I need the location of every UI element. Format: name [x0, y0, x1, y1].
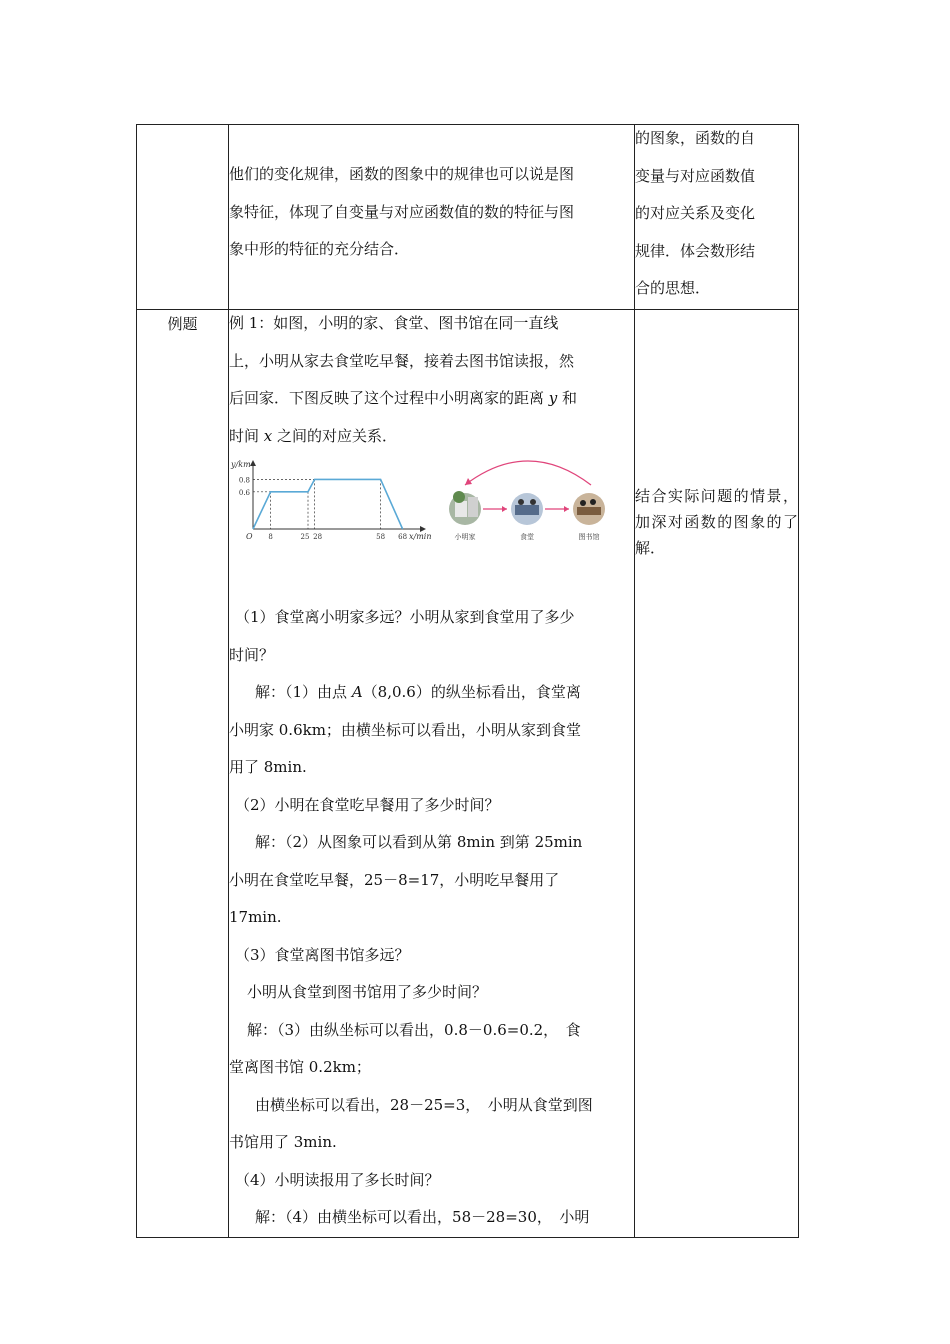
arrow-head-icon [502, 506, 507, 512]
text-line [229, 418, 634, 456]
guide-lines [253, 479, 381, 529]
var-y: y [548, 389, 558, 407]
arrow-head-icon [564, 506, 569, 512]
x-tick-label: 25 [300, 533, 310, 541]
cell-purpose-intro [635, 125, 799, 310]
x-tick-label: 58 [376, 533, 386, 541]
question-1: （1）食堂离小明家多远？小明从家到食堂用了多少 [235, 608, 575, 626]
place-label-library: 图书馆 [578, 533, 600, 541]
distance-time-graph [229, 457, 432, 552]
table-row-intro [137, 125, 799, 310]
canteen-photo-icon [511, 493, 543, 525]
table-row-example [137, 310, 799, 1238]
text-line: 用了 8min. [229, 758, 307, 776]
cell-label-empty [137, 125, 229, 310]
question-3: （3）食堂离图书馆多远？ [235, 945, 410, 964]
text-line: 上，小明从家去食堂吃早餐，接着去图书馆读报，然 [229, 351, 575, 370]
text-seg: 之间的对应关系． [272, 426, 398, 445]
y-axis-label: y/km [231, 460, 251, 469]
text-seg: （8,0.6）的纵坐标看出，食堂离 [362, 683, 581, 701]
x-tick-label: 8 [268, 533, 273, 541]
text-line: 规律．体会数形结 [635, 241, 756, 260]
text-line: 小明从食堂到图书馆用了多少时间？ [247, 983, 488, 1001]
cell-purpose-example [635, 310, 799, 1238]
question-4: （4）小明读报用了多长时间？ [235, 1170, 440, 1189]
text-seg: 时间 [229, 426, 264, 445]
place-label-home: 小明家 [454, 533, 476, 541]
arrow-head-icon [465, 478, 472, 485]
answer-4: 解：（4）由横坐标可以看出，58－28=30， 小明 [255, 1208, 590, 1226]
answer-1 [229, 674, 634, 712]
text-line: 的图象，函数的自 [635, 129, 756, 147]
text-seg: 解：（1）由点 [255, 683, 352, 701]
lesson-table [136, 124, 799, 1238]
row-label: 例题 [167, 315, 198, 333]
example-figure [229, 455, 634, 555]
text-line: 他们的变化规律，函数的图象中的规律也可以说是图 [229, 165, 575, 183]
var-a: A [351, 683, 363, 701]
origin-label: O [246, 532, 253, 541]
text-line: 象特征，体现了自变量与对应函数值的数的特征与图 [229, 202, 575, 221]
text-line [229, 380, 634, 418]
text-line: 变量与对应函数值 [635, 166, 756, 185]
text-line: 17min. [229, 908, 282, 926]
text-line: 小明家 0.6km；由横坐标可以看出，小明从家到食堂 [229, 720, 581, 739]
text-line: 由横坐标可以看出，28－25=3， 小明从食堂到图 [255, 1095, 593, 1114]
question-2: （2）小明在食堂吃早餐用了多少时间？ [235, 795, 500, 814]
cell-label-example [137, 310, 229, 1238]
var-x: x [263, 426, 273, 445]
x-tick-label: 68 [398, 533, 408, 541]
text-line: 的对应关系及变化 [635, 204, 756, 222]
text-line: 小明在食堂吃早餐，25－8=17，小明吃早餐用了 [229, 870, 560, 889]
y-tick-labels [239, 476, 251, 496]
text-line: 合的思想． [635, 279, 711, 297]
library-photo-icon [573, 493, 605, 525]
cell-content-example [229, 310, 635, 1238]
series-line [253, 479, 403, 529]
text-line: 时间？ [229, 645, 275, 664]
places-illustration [443, 457, 613, 552]
x-tick-label: 28 [313, 533, 323, 541]
cell-content-intro [229, 125, 635, 310]
text-seg: 后回家．下图反映了这个过程中小明离家的距离 [229, 389, 549, 407]
text-seg: 和 [557, 389, 578, 407]
text-line: 象中形的特征的充分结合． [229, 240, 410, 258]
x-axis-label: x/min [409, 532, 432, 541]
place-label-canteen: 食堂 [520, 533, 534, 541]
purpose-text: 结合实际问题的情景，加深对函数的图象的了解． [635, 487, 798, 557]
y-tick-label: 0.8 [238, 476, 250, 485]
text-line: 例 1：如图，小明的家、食堂、图书馆在同一直线 [229, 314, 559, 332]
y-tick-label: 0.6 [238, 488, 250, 497]
answer-2: 解：（2）从图象可以看到从第 8min 到第 25min [255, 833, 583, 851]
text-line: 书馆用了 3min. [229, 1133, 337, 1151]
home-photo-icon [449, 491, 481, 525]
answer-3: 解：（3）由纵坐标可以看出，0.8－0.6=0.2， 食 [247, 1020, 581, 1039]
text-line: 堂离图书馆 0.2km； [229, 1058, 371, 1076]
return-arrow-arc [465, 461, 591, 485]
x-tick-labels [268, 533, 407, 541]
